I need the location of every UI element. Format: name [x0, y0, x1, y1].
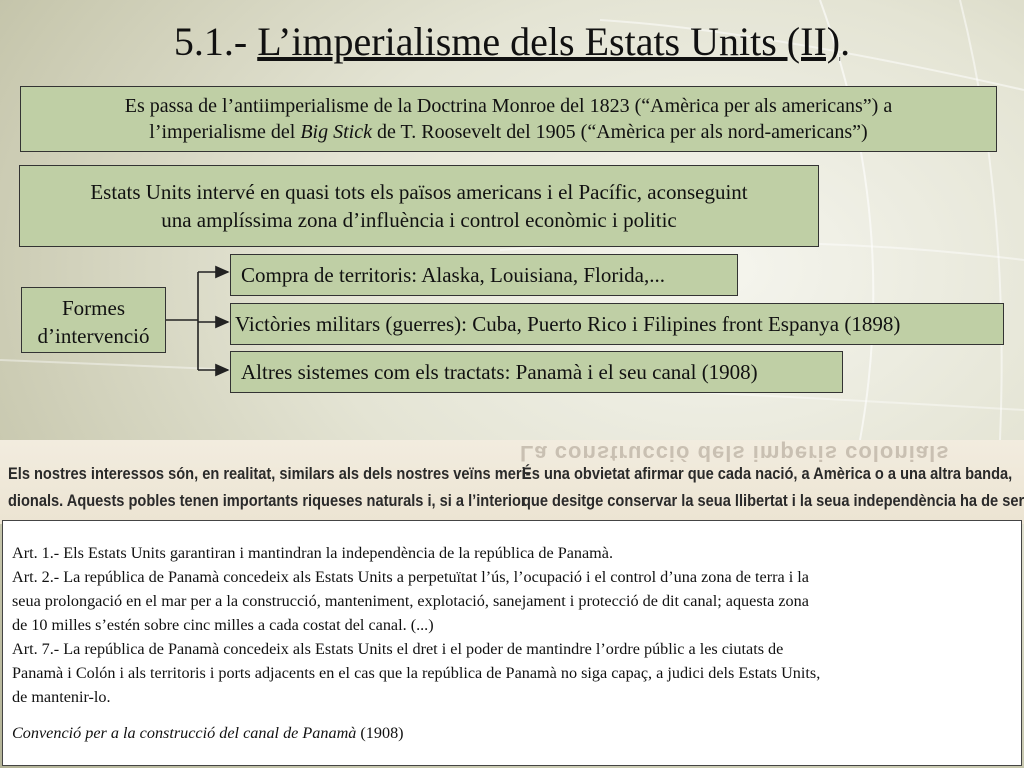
document-source	[12, 721, 1011, 745]
forms-label-line-2: d’intervenció	[37, 324, 150, 348]
intervention-box	[19, 165, 819, 247]
scan-right-line-2: que desitge conservar la seua llibertat i la seua independència ha de ser	[522, 491, 1024, 510]
form-item-purchase: Compra de territoris: Alaska, Louisiana, Florida,...	[230, 254, 738, 296]
article-2-line-1: Art. 2.- La república de Panamà concedeix als Estats Units a perpetuïtat l’ús, l’ocupació i el control d’una zona de terra i la	[12, 568, 809, 586]
doctrine-line-2-before: l’imperialisme del	[149, 121, 301, 143]
scan-left-line-1: Els nostres interessos són, en realitat, similars als dels nostres veïns meri-	[8, 464, 531, 483]
intervention-line-2: una amplíssima zona d’influència i control econòmic i politic	[161, 208, 677, 232]
title-suffix: .	[840, 19, 851, 64]
source-title: Convenció per a la construcció del canal de Panamà	[12, 724, 357, 742]
article-1: Art. 1.- Els Estats Units garantiran i mantindran la independència de la república de Panamà.	[12, 544, 613, 562]
scan-right-column	[522, 460, 1024, 514]
scan-left-column	[8, 460, 530, 514]
article-7-line-1: Art. 7.- La república de Panamà concedeix als Estats Units el dret i el poder de mantindre l’ordre públic a les ciutats de	[12, 640, 784, 658]
source-year: (1908)	[356, 724, 404, 742]
article-2-line-2: seua prolongació en el mar per a la construcció, manteniment, explotació, sanejament i protecció de dit canal; aquesta zona	[12, 592, 809, 610]
scan-left-line-2: dionals. Aquests pobles tenen importants riqueses naturals i, si a l’interior	[8, 491, 527, 510]
doctrine-line-2	[21, 119, 996, 145]
article-2-line-3: de 10 milles s’estén sobre cinc milles a cada costat del canal. (...)	[12, 616, 434, 634]
doctrine-box	[20, 86, 997, 152]
title-prefix: 5.1.-	[173, 19, 258, 64]
title-main: L’imperialisme dels Estats Units (II)	[257, 19, 841, 64]
forms-label-line-1: Formes	[62, 296, 125, 320]
doctrine-line-2-after: de T. Roosevelt del 1905 (“Amèrica per als nord-americans”)	[371, 121, 868, 143]
slide-title	[0, 18, 1024, 65]
forms-label-box	[21, 287, 166, 353]
intervention-line-1: Estats Units intervé en quasi tots els països americans i el Pacífic, aconseguint	[90, 180, 748, 204]
form-item-treaties: Altres sistemes com els tractats: Panamà i el seu canal (1908)	[230, 351, 843, 393]
scanned-textbook-excerpt	[0, 440, 1024, 524]
article-7-line-3: de mantenir-lo.	[12, 688, 111, 706]
panama-treaty-document	[2, 520, 1022, 766]
article-7-line-2: Panamà i Colón i als territoris i ports adjacents en el cas que la república de Panamà no siga capaç, a judici dels Estats Units,	[12, 664, 821, 682]
big-stick-term: Big Stick	[300, 121, 372, 143]
source-spacer	[12, 709, 1011, 721]
scan-right-line-1: És una obvietat afirmar que cada nació, a Amèrica o a una altra banda,	[522, 464, 1013, 483]
scan-ghost-heading: La construcció dels imperis colonials	[520, 441, 950, 466]
form-item-wars: Victòries militars (guerres): Cuba, Puerto Rico i Filipines front Espanya (1898)	[230, 303, 1004, 345]
doctrine-line-1: Es passa de l’antiimperialisme de la Doctrina Monroe del 1823 (“Amèrica per als americans”) a	[124, 95, 893, 117]
